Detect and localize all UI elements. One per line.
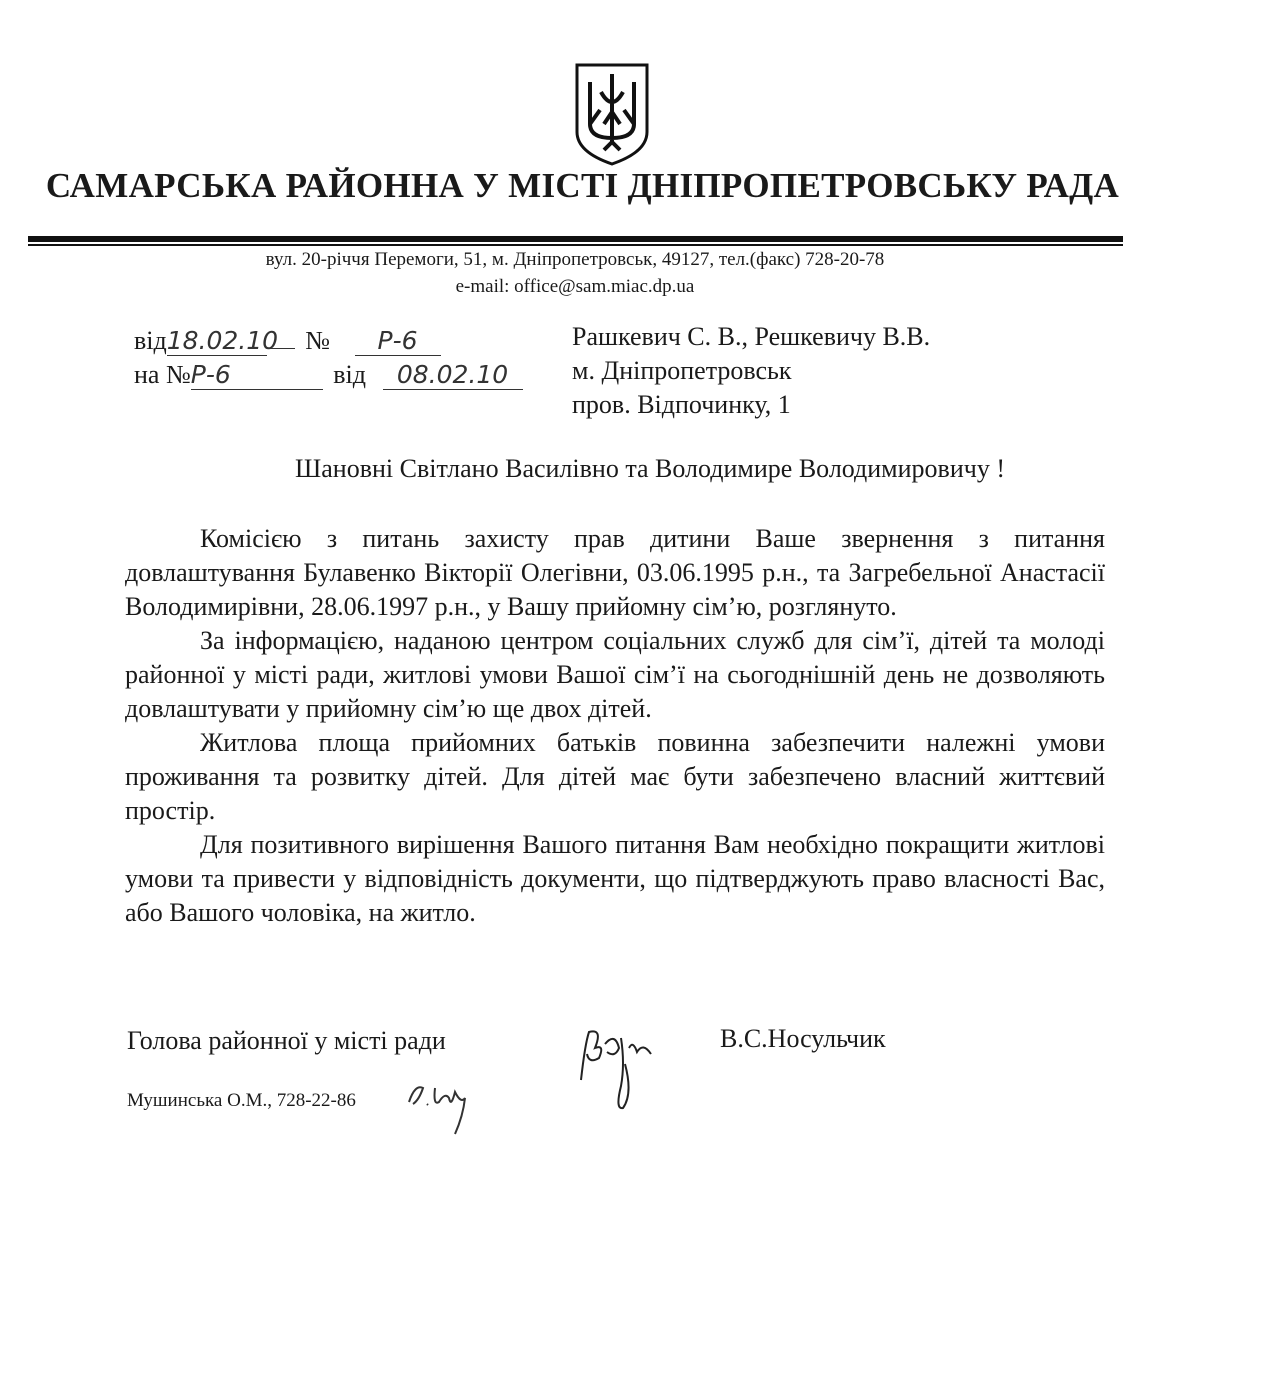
paragraph: Для позитивного вирішення Вашого питання Вам необхідно покращити житлові умови та привести у відповідність документи, що підтверджують право власності Вас, або Вашого чоловіка, на житло. (125, 830, 1105, 927)
recipient-names: Рашкевич С. В., Решкевичу В.В. (572, 322, 931, 351)
paragraph: Комісією з питань захисту прав дитини Ваше звернення з питання довлаштування Булавенко Вікторії Олегівни, 03.06.1995 р.н., та Загребельної Анастасії Володимирівни, 28.06.1997 р.н., у Вашу прийомну сім’ю, розглянуто. (125, 524, 1105, 621)
executor-initials-icon (405, 1078, 485, 1143)
reply-number: Р-6 (191, 360, 323, 390)
outgoing-number: Р-6 (355, 326, 441, 356)
email-line: e-mail: office@sam.miac.dp.ua (455, 276, 695, 297)
paragraph: Житлова площа прийомних батьків повинна забезпечити належні умови проживання та розвитку дітей. Для дітей має бути забезпечено власний життєвий простір. (125, 728, 1105, 825)
executor-contact: Мушинська О.М., 728-22-86 (127, 1090, 356, 1111)
address-line: вул. 20-річчя Перемоги, 51, м. Дніпропетровськ, 49127, тел.(факс) 728-20-78 (265, 249, 885, 270)
number-label: № (305, 326, 331, 355)
from-label: від (134, 326, 167, 355)
handwritten-signature-icon (575, 1024, 665, 1119)
coat-of-arms-icon (574, 62, 650, 166)
recipient-block (572, 320, 930, 422)
incoming-reference (134, 360, 523, 390)
outgoing-reference (134, 326, 441, 356)
outgoing-date: 18.02.10 (166, 326, 279, 355)
reply-label: на № (134, 360, 191, 389)
organization-address (120, 246, 1030, 300)
signatory-name: В.С.Носульчик (720, 1024, 886, 1053)
reply-from-label: від (333, 360, 366, 389)
letter-body (125, 522, 1105, 930)
greeting: Шановні Світлано Василівно та Володимире Володимировичу ! (295, 454, 1005, 483)
signatory-title: Голова районної у місті ради (127, 1026, 446, 1055)
recipient-city: м. Дніпропетровськ (572, 356, 792, 385)
organization-title: САМАРСЬКА РАЙОННА У МІСТІ ДНІПРОПЕТРОВСЬКУ РАДА (45, 166, 1120, 205)
paragraph: За інформацією, наданою центром соціальних служб для сім’ї, дітей та молоді районної у місті ради, житлові умови Вашої сім’ї на сьогоднішній день не дозволяють довлаштувати у прийомну сім’ю ще двох дітей. (125, 626, 1105, 723)
header-rule-thick (28, 236, 1123, 242)
reply-date: 08.02.10 (383, 360, 523, 390)
recipient-street: пров. Відпочинку, 1 (572, 390, 791, 419)
